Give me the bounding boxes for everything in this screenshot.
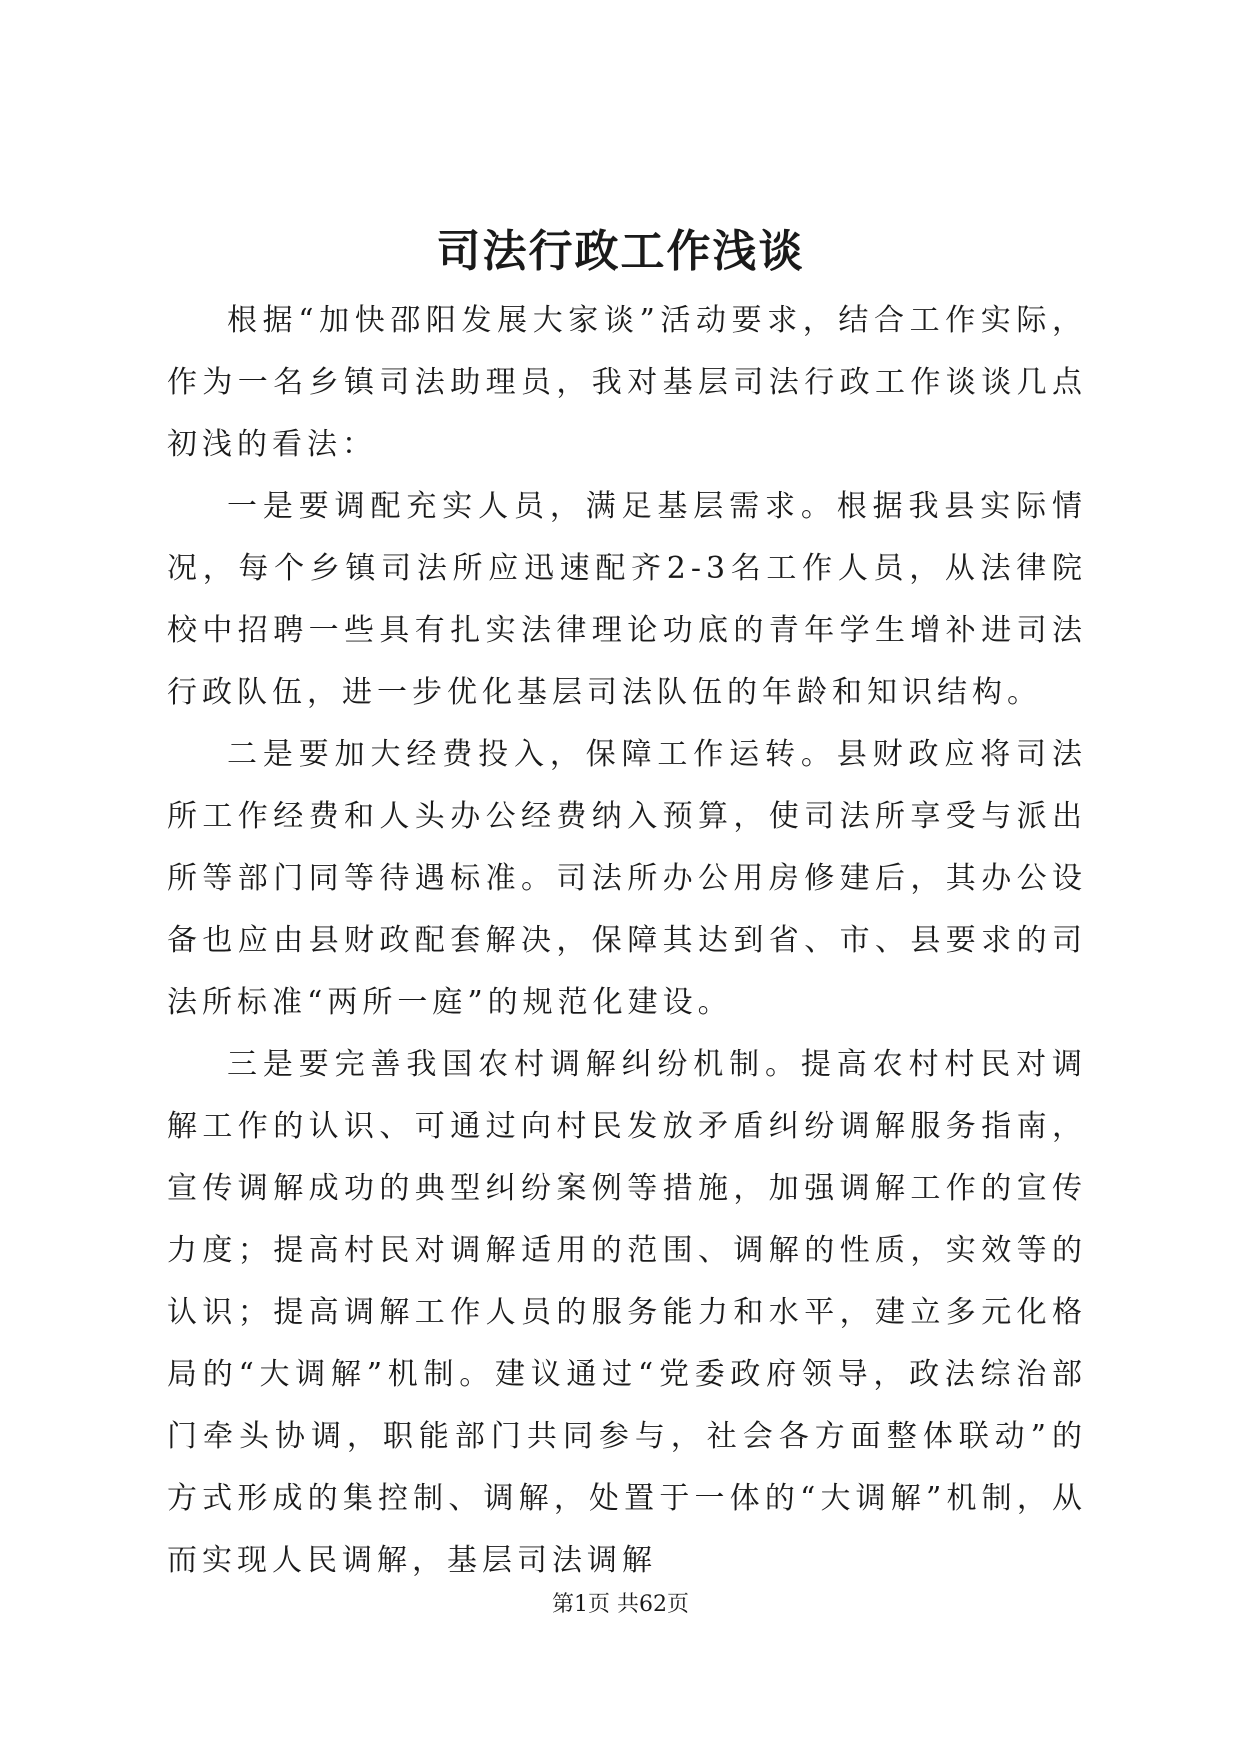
document-body xyxy=(167,290,1087,1592)
paragraph-intro: 根据“加快邵阳发展大家谈”活动要求，结合工作实际，作为一名乡镇司法助理员，我对基层司法行政工作谈谈几点初浅的看法： xyxy=(167,303,1087,462)
paragraph-point-three: 三是要完善我国农村调解纠纷机制。提高农村村民对调解工作的认识、可通过向村民发放矛盾纠纷调解服务指南，宣传调解成功的典型纠纷案例等措施，加强调解工作的宣传力度；提高村民对调解适用的范围、调解的性质，实效等的认识；提高调解工作人员的服务能力和水平，建立多元化格局的“大调解”机制。建议通过“党委政府领导，政法综治部门牵头协调，职能部门共同参与，社会各方面整体联动”的方式形成的集控制、调解，处置于一体的“大调解”机制，从而实现人民调解，基层司法调解 xyxy=(167,1047,1087,1578)
paragraph-point-one: 一是要调配充实人员，满足基层需求。根据我县实际情况，每个乡镇司法所应迅速配齐2-3名工作人员，从法律院校中招聘一些具有扎实法律理论功底的青年学生增补进司法行政队伍，进一步优化基层司法队伍的年龄和知识结构。 xyxy=(167,489,1087,710)
document-title: 司法行政工作浅谈 xyxy=(436,226,805,277)
page-number-footer: 第1页 共62页 xyxy=(552,1592,689,1617)
paragraph-point-two: 二是要加大经费投入，保障工作运转。县财政应将司法所工作经费和人头办公经费纳入预算，使司法所享受与派出所等部门同等待遇标准。司法所办公用房修建后，其办公设备也应由县财政配套解决，保障其达到省、市、县要求的司法所标准“两所一庭”的规范化建设。 xyxy=(167,737,1087,1020)
